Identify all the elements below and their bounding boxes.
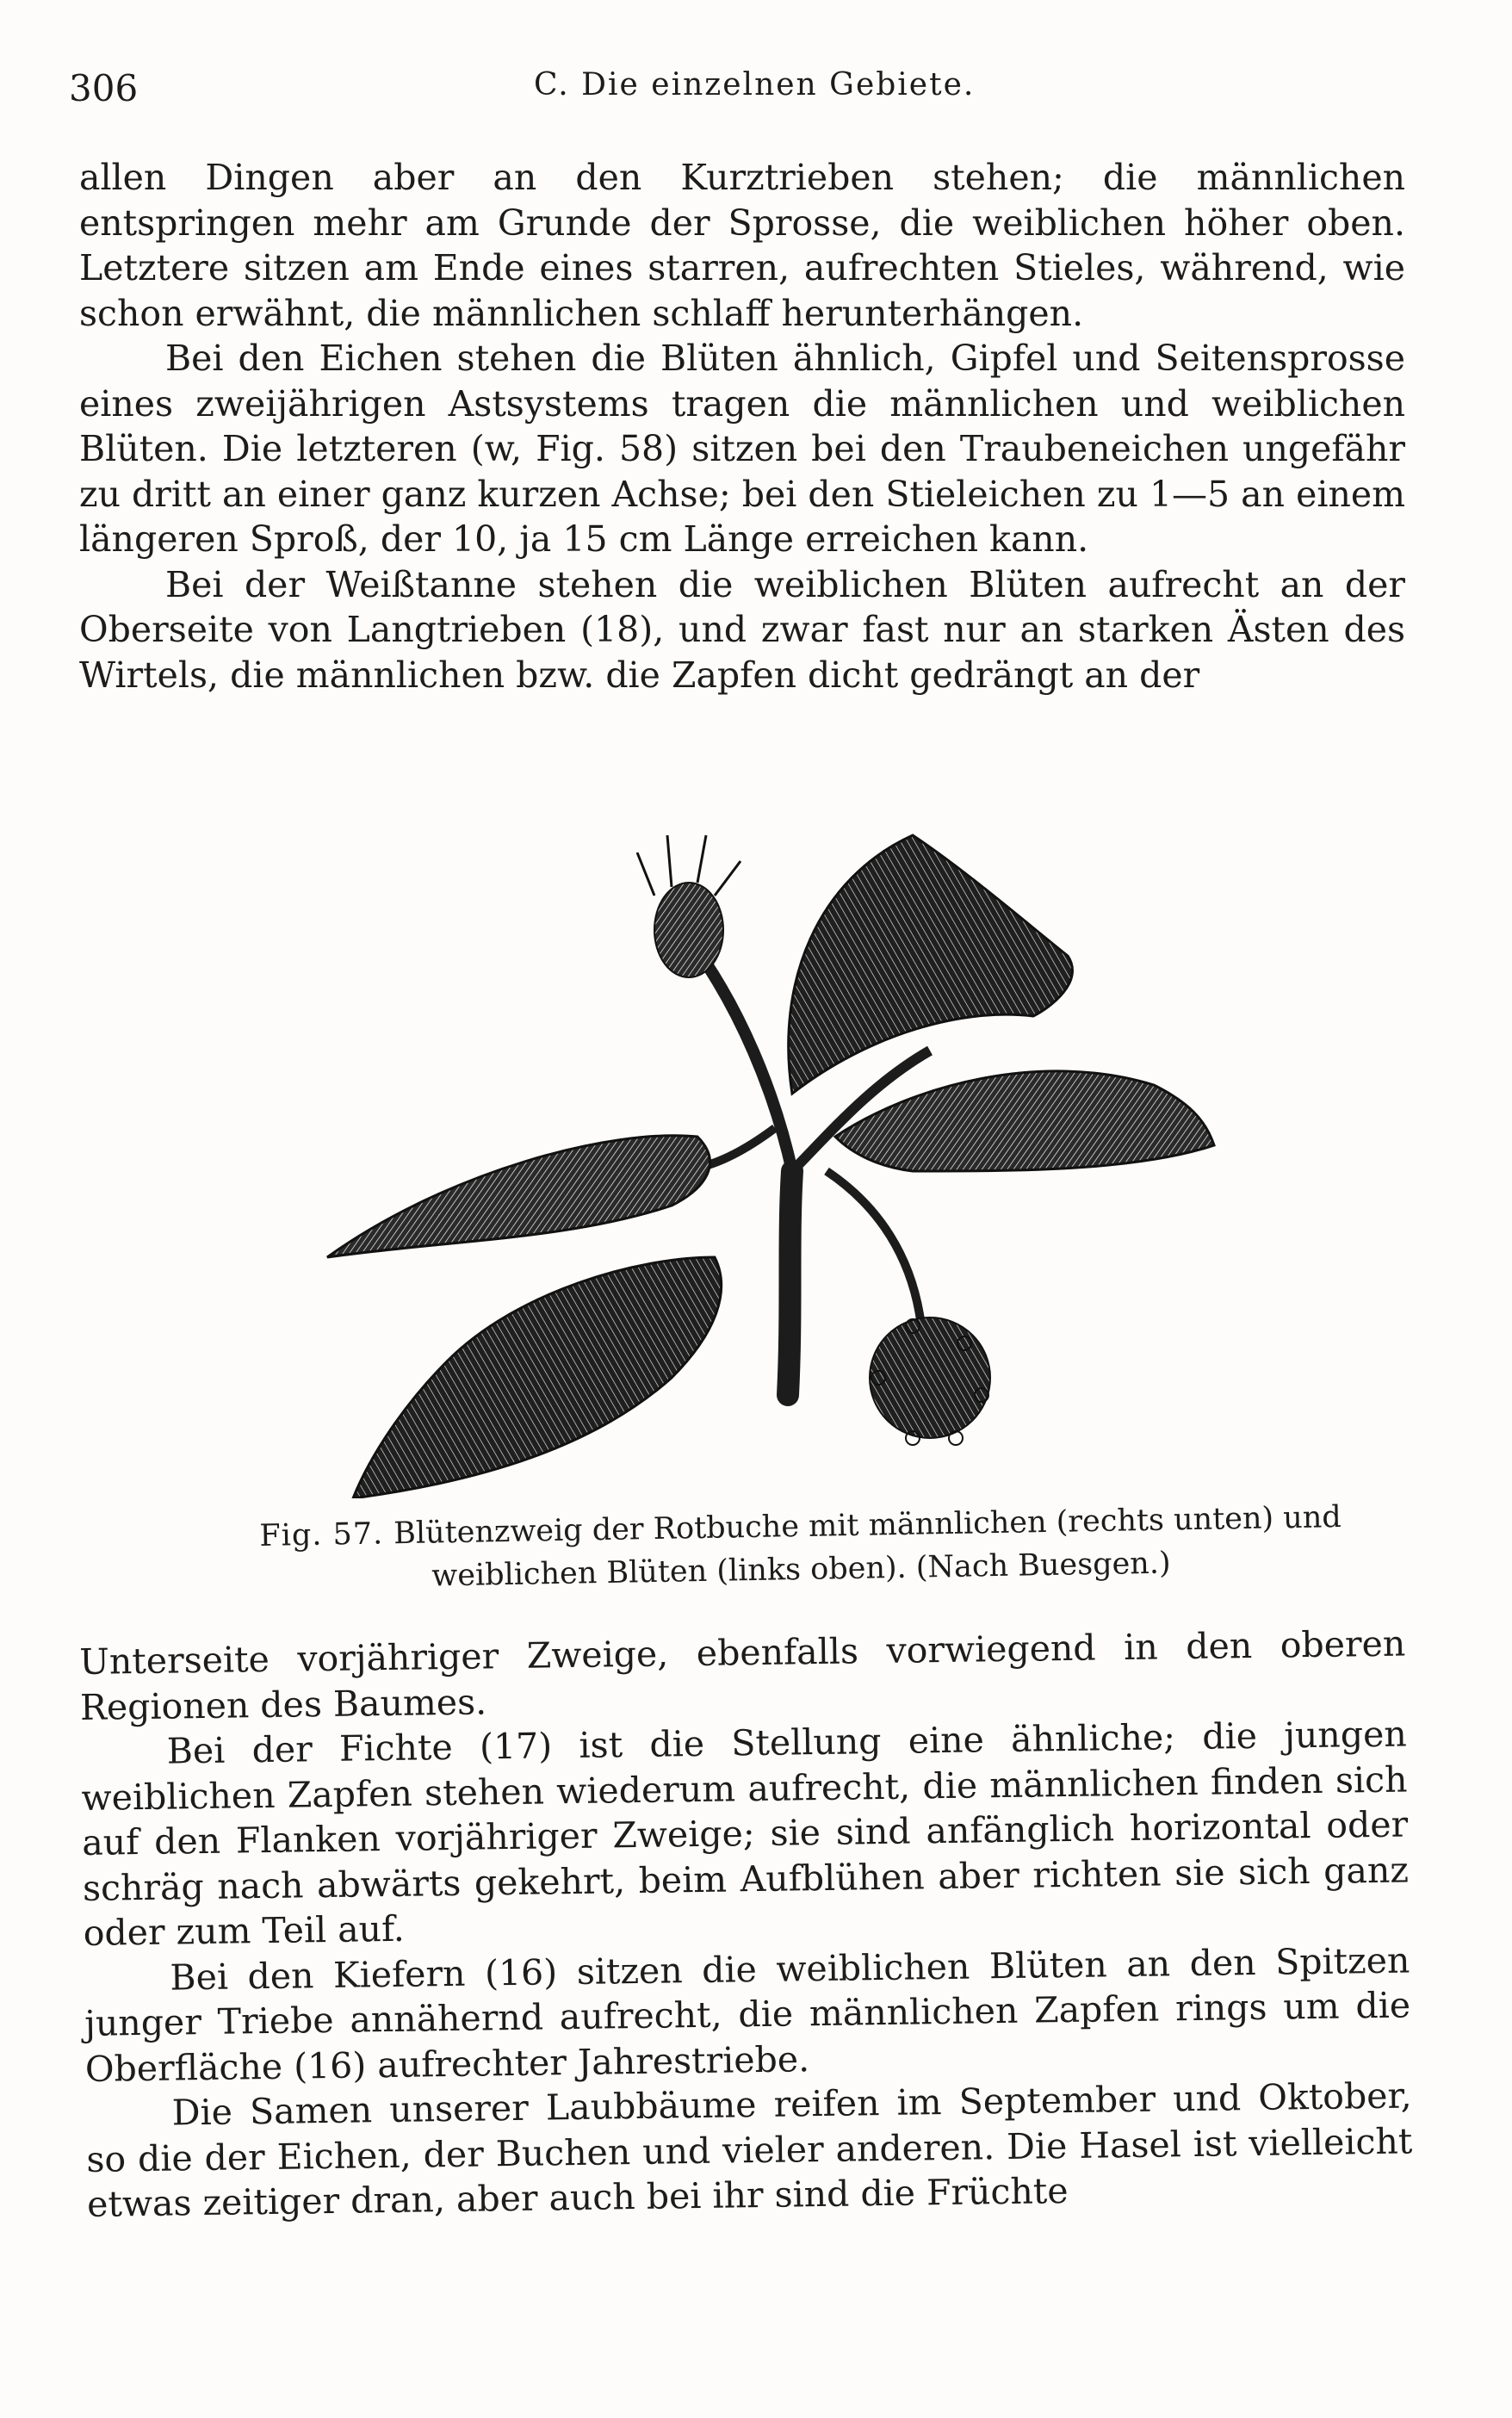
paragraph-6: Bei den Kiefern (16) sitzen die weiblichen Blüten an den Spitzen junger Triebe annähernd aufrecht, die männlichen Zapfen rings um die Oberfläche (16) aufrechter Jahrestriebe. — [84, 1938, 1411, 2090]
figure-beech-branch — [310, 723, 1240, 1498]
paragraph-2: Bei den Eichen stehen die Blüten ähnlich, Gipfel und Seitensprosse eines zweijährigen Astsystems tragen die männlichen und weiblichen Blüten. Die letzteren (w, Fig. 58) sitzen bei den Traubeneichen ungefähr zu dritt an einer ganz kurzen Achse; bei den Stieleichen zu 1—5 an einem längeren Sproß, der 10, ja 15 cm Länge erreichen kann. — [79, 338, 1405, 560]
paragraph-4: Unterseite vorjähriger Zweige, ebenfalls vorwiegend in den oberen Regionen des Baumes. — [79, 1622, 1406, 1728]
running-head: C. Die einzelnen Gebiete. — [534, 67, 976, 102]
paragraph-3: Bei der Weißtanne stehen die weiblichen Blüten aufrecht an der Oberseite von Langtrieben (18), und zwar fast nur an starken Ästen des Wirtels, die männlichen bzw. die Zapfen dicht gedrängt an der — [79, 563, 1405, 696]
page-number: 306 — [69, 67, 139, 109]
paragraph-1: allen Dingen aber an den Kurztrieben stehen; die männlichen entspringen mehr am Grunde der Sprosse, die weiblichen höher oben. Letztere sitzen am Ende eines starren, aufrechten Stieles, während, wie schon erwähnt, die männlichen schlaff herunterhängen. — [79, 157, 1405, 334]
figure-label: Fig. 57. — [259, 1516, 384, 1553]
beech-branch-illustration — [310, 723, 1240, 1498]
leaf-bottom-left — [353, 1257, 722, 1498]
paragraph-7: Die Samen unserer Laubbäume reifen im September und Oktober, so die der Eichen, der Buchen und vieler anderen. Die Hasel ist vielleicht etwas zeitiger dran, aber auch bei ihr sind die Früchte — [86, 2074, 1413, 2225]
figure-caption-text: Blütenzweig der Rotbuche mit männlichen (rechts unten) und weiblichen Blüten (links oben). (Nach Buesgen.) — [393, 1500, 1342, 1594]
text-block-top — [79, 155, 1405, 698]
text-block-bottom — [79, 1621, 1413, 2227]
male-flower-cluster — [870, 1318, 990, 1445]
leaf-right — [835, 1071, 1214, 1171]
figure-caption — [189, 1495, 1413, 1603]
page-header — [69, 67, 1412, 119]
leaf-left — [327, 1136, 710, 1257]
female-flowers — [637, 835, 741, 977]
paragraph-5: Bei der Fichte (17) ist die Stellung eine ähnliche; die jungen weiblichen Zapfen stehen wiederum aufrecht, die männlichen finden sich auf den Flanken vorjähriger Zweige; sie sind anfänglich horizontal oder schräg nach abwärts gekehrt, beim Aufblühen aber richten sie sich ganz oder zum Teil auf. — [81, 1713, 1410, 1954]
